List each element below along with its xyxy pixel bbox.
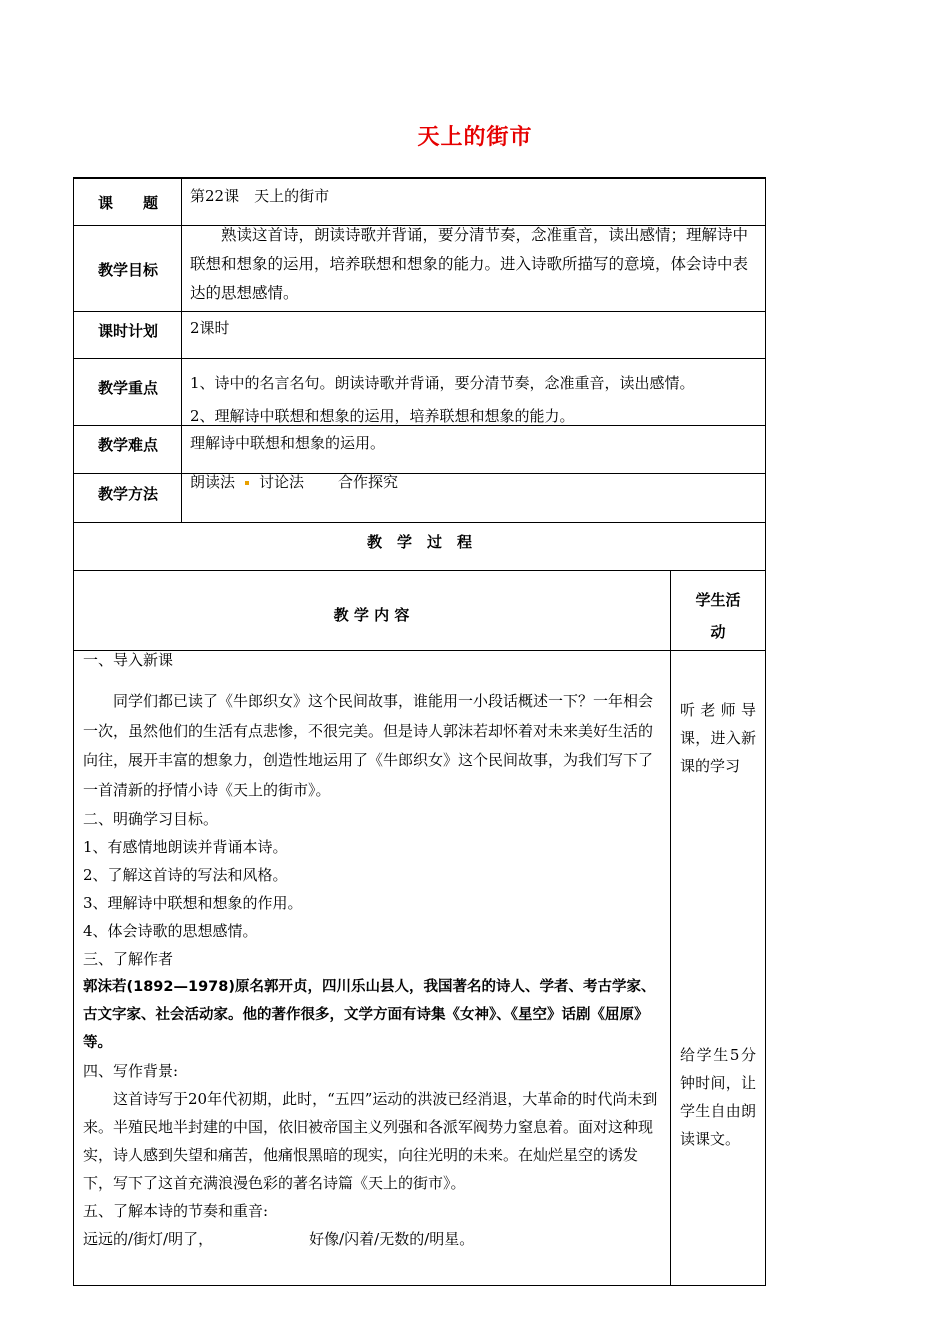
section-background-title: 四、写作背景: [83, 1062, 179, 1080]
student-activity-1: 听老师导课，进入新课的学习 [680, 701, 756, 775]
process-header: 教 学 过 程 [366, 533, 472, 551]
section-author-title: 三、了解作者 [83, 950, 174, 968]
method-discussion: 讨论法 [259, 473, 305, 491]
content-header: 教 学 内 容 [333, 606, 410, 624]
student-column-divider [670, 570, 671, 1286]
row-divider [73, 570, 766, 571]
section-goals-title: 二、明确学习目标。 [83, 810, 219, 828]
table-border-top [73, 177, 766, 179]
method-reading: 朗读法 [190, 473, 236, 491]
goal-item: 2、了解这首诗的写法和风格。 [83, 866, 288, 884]
rhythm-a: 远远的/街灯/明了， [83, 1230, 214, 1248]
table-border-right [765, 177, 766, 1286]
methods-value [190, 467, 398, 497]
table-border-bottom [73, 1285, 766, 1286]
goal-item: 1、有感情地朗读并背诵本诗。 [83, 838, 288, 856]
student-header: 学生活动 [695, 591, 741, 641]
section-intro-text: 同学们都已读了《牛郎织女》这个民间故事，谁能用一小段话概述一下？一年相会一次，虽然他们的生活有点悲惨，不很完美。但是诗人郭沫若却怀着对未来美好生活的向往，展开丰富的想象力，创造性地运用了《牛郎织女》这个民间故事，为我们写下了一首清新的抒情小诗《天上的街市》。 [83, 692, 654, 799]
table-border-left [73, 177, 74, 1286]
row-divider [73, 522, 766, 523]
row-divider [73, 358, 766, 359]
author-bio: 郭沫若(1892—1978)原名郭开贞，四川乐山县人，我国著名的诗人、学者、考古学家、古文字家、社会活动家。他的著作很多，文学方面有诗集《女神》、《星空》话剧《屈原》等。 [83, 979, 656, 1051]
row-divider [73, 473, 766, 474]
goal-item: 4、体会诗歌的思想感情。 [83, 922, 258, 940]
label-key-points: 教学重点 [97, 379, 158, 397]
bullet-dot [245, 481, 249, 485]
label-difficulty: 教学难点 [97, 436, 158, 454]
label-lesson-title: 课 题 [97, 194, 158, 212]
key-point-2: 2、理解诗中联想和想象的运用，培养联想和想象的能力。 [190, 407, 575, 425]
label-column-divider [181, 177, 182, 522]
background-text: 这首诗写于20年代初期，此时，“五四”运动的洪波已经消退，大革命的时代尚未到来。半殖民地半封建的中国，依旧被帝国主义列强和各派军阀势力窒息着。面对这种现实，诗人感到失望和痛苦，他痛恨黑暗的现实，向往光明的未来。在灿烂星空的诱发下，写下了这首充满浪漫色彩的著名诗篇《天上的街市》。 [83, 1090, 658, 1192]
lesson-content [83, 646, 665, 1253]
rhythm-b: 好像/闪着/无数的/明星。 [309, 1230, 475, 1248]
label-methods: 教学方法 [97, 485, 158, 503]
teaching-goals-value: 熟读这首诗，朗读诗歌并背诵，要分清节奏，念准重音，读出感情；理解诗中联想和想象的运用，培养联想和想象的能力。进入诗歌所描写的意境，体会诗中表达的思想感情。 [190, 226, 749, 302]
section-rhythm-title: 五、了解本诗的节奏和重音: [83, 1202, 269, 1220]
goal-item: 3、理解诗中联想和想象的作用。 [83, 894, 303, 912]
key-point-1: 1、诗中的名言名句。朗读诗歌并背诵，要分清节奏，念准重音，读出感情。 [190, 374, 695, 392]
difficulty-value: 理解诗中联想和想象的运用。 [190, 434, 386, 452]
label-teaching-goals: 教学目标 [97, 261, 158, 279]
row-divider [73, 311, 766, 312]
label-lesson-plan: 课时计划 [97, 322, 158, 340]
lesson-title-value: 第22课 天上的街市 [190, 187, 330, 205]
method-cooperation: 合作探究 [338, 473, 399, 491]
student-activity-2: 给学生5分钟时间，让学生自由朗读课文。 [680, 1046, 756, 1148]
lesson-plan-value: 2课时 [190, 319, 230, 337]
section-intro-title: 一、导入新课 [83, 651, 174, 669]
page-title: 天上的街市 [417, 125, 533, 150]
rhythm-line [83, 1225, 665, 1253]
